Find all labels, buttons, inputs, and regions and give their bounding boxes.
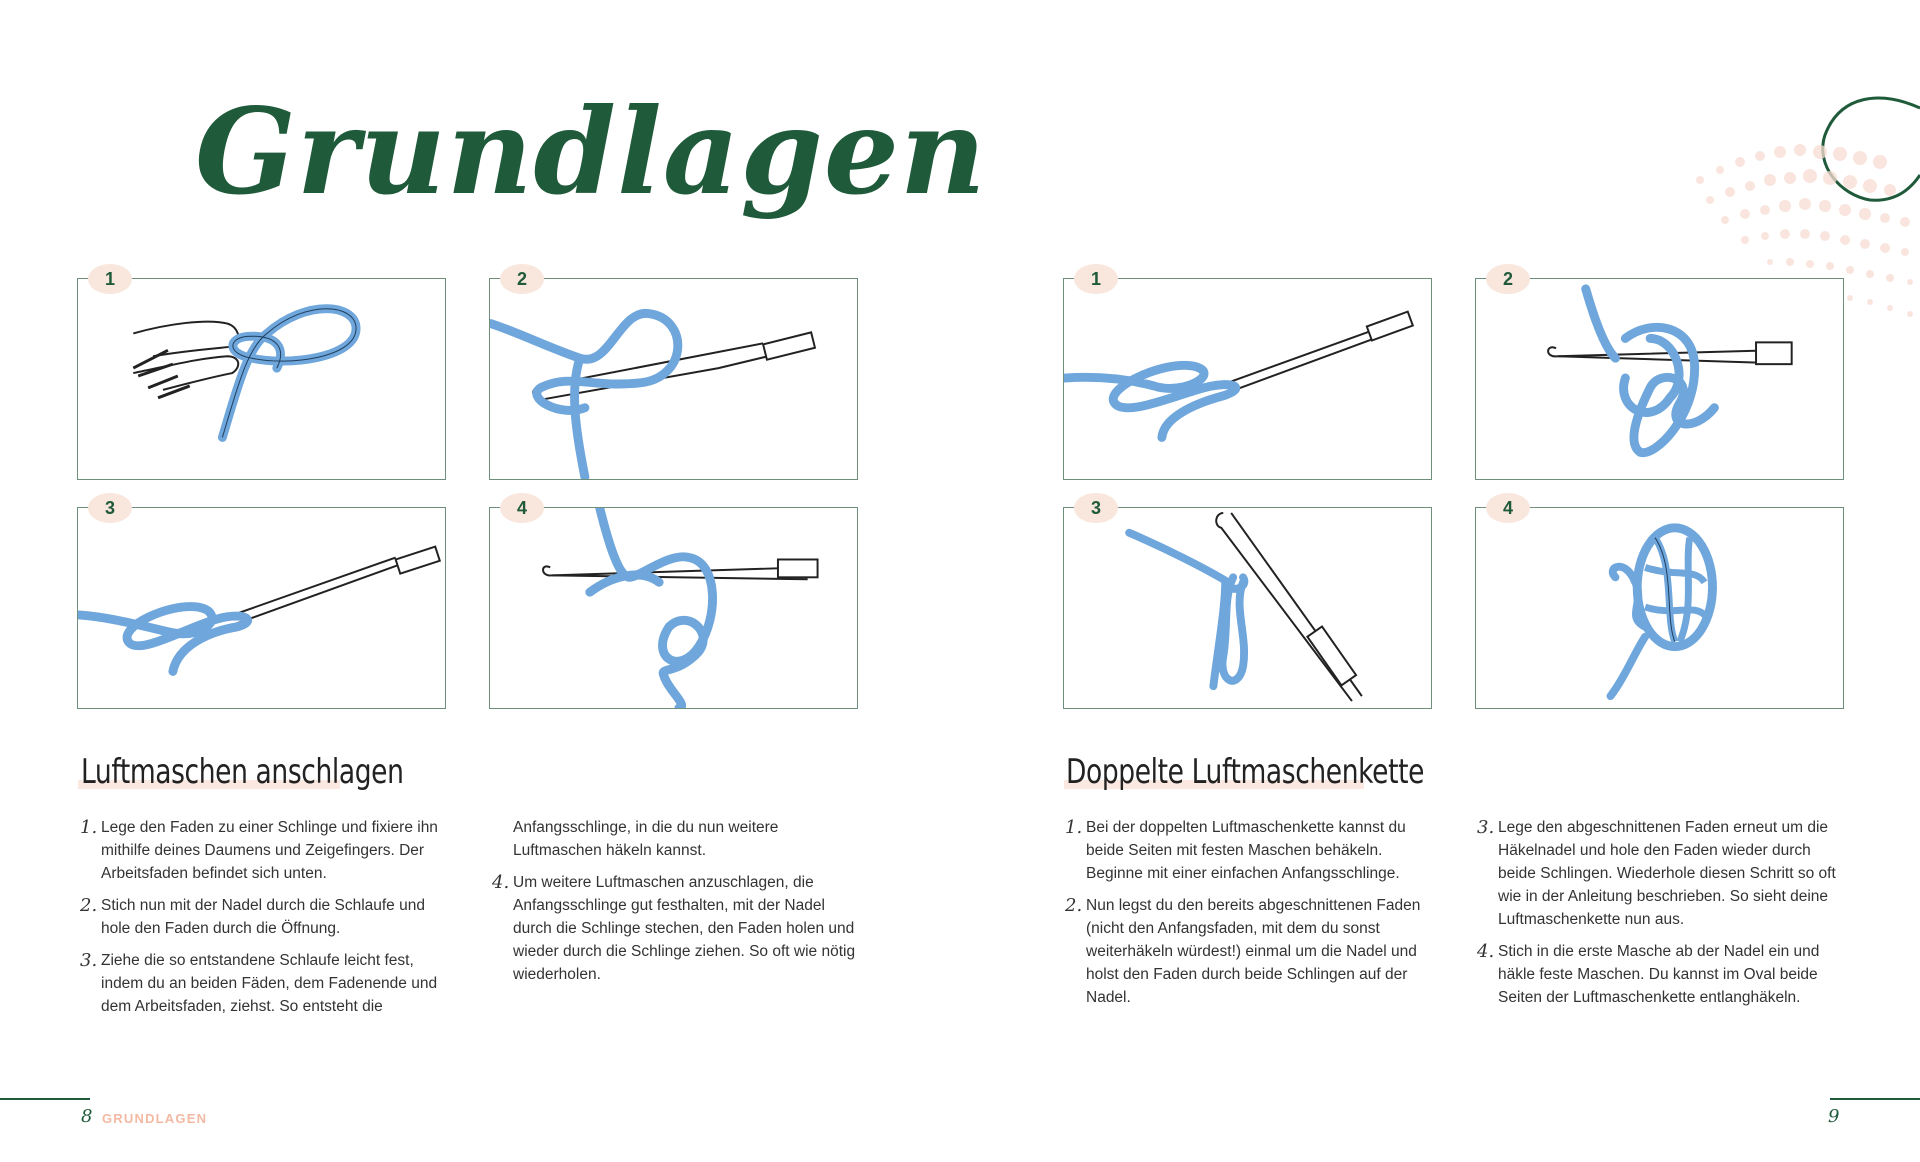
illustration-panel-3 (77, 507, 446, 709)
hand-loop-icon (78, 279, 445, 479)
step-text: Bei der doppelten Luftmaschenkette kannst du beide Seiten mit festen Maschen behäkeln. Beginne mit einer einfachen Anfangsschlinge. (1086, 819, 1406, 882)
illustration-panel-4 (489, 507, 858, 709)
panel-number-badge: 3 (88, 493, 132, 523)
instruction-step (1065, 894, 1435, 1009)
illustration-panel-r1 (1063, 278, 1432, 480)
section-heading: Doppelte Luftmaschenkette (1066, 752, 1425, 792)
instruction-step (1477, 816, 1847, 931)
instruction-step (492, 871, 857, 986)
footer-rule-right (1830, 1098, 1920, 1100)
illustration-panel-r4 (1475, 507, 1844, 709)
instruction-step (80, 894, 440, 940)
instruction-step (1065, 816, 1435, 885)
footer-rule-left (0, 1098, 90, 1100)
step-number: 2. (80, 895, 98, 916)
instruction-step (80, 816, 440, 885)
step-number: 4. (492, 872, 510, 893)
step-number: 3. (1477, 817, 1495, 838)
step-number: 2. (1065, 895, 1083, 916)
step-text: Lege den abgeschnittenen Faden erneut um die Häkelnadel und hole den Faden wieder durch beide Schlingen. Wiederhole diesen Schritt so oft wie in der Anleitung beschrieben. So sieht deine Luftmaschenkette nun aus. (1498, 819, 1836, 928)
chain-column-icon (1064, 508, 1431, 708)
step-text: Nun legst du den bereits abgeschnittenen Faden (nicht den Anfangsfaden, mit dem du sonst weiterhäkeln würdest!) einmal um die Nadel und holst den Faden durch beide Schlingen auf der Nadel. (1086, 897, 1421, 1006)
section-heading: Luftmaschen anschlagen (81, 752, 404, 792)
page-title: Grundlagen (195, 82, 987, 221)
step-text: Stich in die erste Masche ab der Nadel ein und häkle feste Maschen. Du kannst im Oval beide Seiten der Luftmaschenkette entlanghäkeln. (1498, 943, 1820, 1006)
step-number: 1. (1065, 817, 1083, 838)
panel-number-badge: 1 (1074, 264, 1118, 294)
step-text: Stich nun mit der Nadel durch die Schlaufe und hole den Faden durch die Öffnung. (101, 897, 425, 937)
running-head: GRUNDLAGEN (102, 1111, 208, 1126)
instruction-step (1477, 940, 1847, 1009)
page-number-left: 8 (81, 1106, 93, 1127)
panel-number-badge: 1 (88, 264, 132, 294)
instructions-column-1 (80, 816, 440, 1027)
page-number-right: 9 (1828, 1106, 1840, 1127)
panel-number-badge: 4 (1486, 493, 1530, 523)
hook-double-loop-icon (1476, 279, 1843, 479)
instructions-column-3 (1065, 816, 1435, 1018)
panel-number-badge: 3 (1074, 493, 1118, 523)
step-text: Ziehe die so entstandene Schlaufe leicht fest, indem du an beiden Fäden, dem Fadenende und dem Arbeitsfaden, ziehst. So entsteht die (101, 952, 438, 1015)
step-number: 4. (1477, 941, 1495, 962)
step-continuation: Anfangsschlinge, in die du nun weitere Luftmaschen häkeln kannst. (513, 819, 779, 859)
step-number: 3. (80, 950, 98, 971)
slipknot-on-hook-icon (78, 508, 445, 708)
panel-number-badge: 2 (1486, 264, 1530, 294)
hook-through-loop-icon (490, 279, 857, 479)
illustration-panel-1 (77, 278, 446, 480)
step-number: 1. (80, 817, 98, 838)
panel-number-badge: 2 (500, 264, 544, 294)
step-text: Lege den Faden zu einer Schlinge und fixiere ihn mithilfe deines Daumens und Zeigefingers. Der Arbeitsfaden befindet sich unten. (101, 819, 438, 882)
instructions-column-4 (1477, 816, 1847, 1018)
illustration-panel-r2 (1475, 278, 1844, 480)
chain-stitch-icon (490, 508, 857, 708)
illustration-panel-2 (489, 278, 858, 480)
oval-chain-icon (1476, 508, 1843, 708)
slipknot-on-hook-icon (1064, 279, 1431, 479)
instruction-step (80, 949, 440, 1018)
panel-number-badge: 4 (500, 493, 544, 523)
instructions-column-2 (492, 816, 857, 995)
step-text: Um weitere Luftmaschen anzuschlagen, die Anfangsschlinge gut festhalten, mit der Nadel durch die Schlinge stechen, den Faden holen und wieder durch die Schlinge ziehen. So oft wie nötig wiederholen. (513, 874, 856, 983)
illustration-panel-r3 (1063, 507, 1432, 709)
